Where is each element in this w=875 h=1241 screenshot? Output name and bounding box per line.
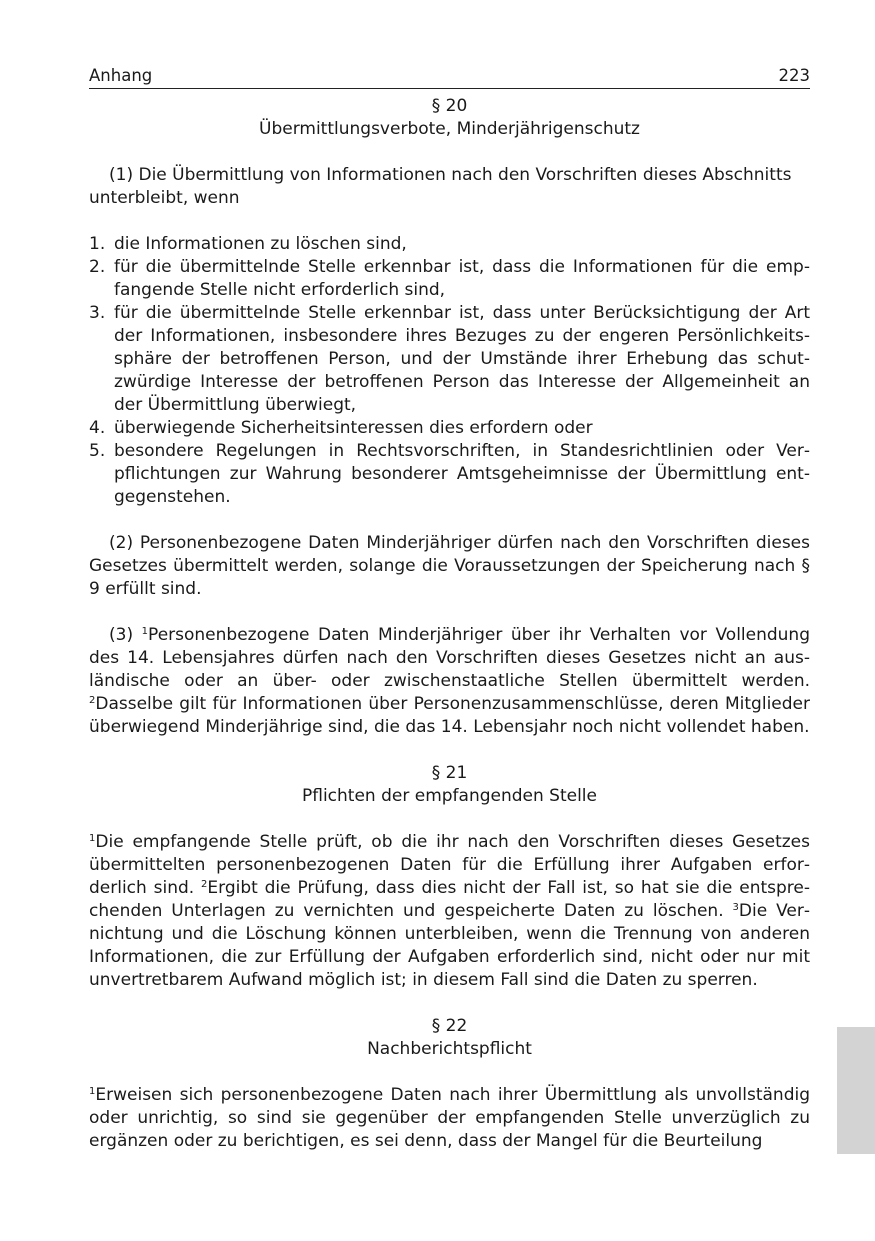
section-20-list [89,233,810,509]
section-20-title: Übermittlungsverbote, Minderjährigenschutz [259,119,640,139]
section-21-title: Pflichten der empfangenden Stelle [301,786,597,806]
list-item: 1. die Informationen zu löschen sind, [89,234,407,254]
section-20-number: § 20 [431,96,468,116]
section-22-title: Nachberichtspflicht [367,1039,532,1059]
list-item: 5. besondere Regelungen in Rechtsvorschriften, in Standesrichtlinien oder Verpflichtungen zur Wahrung besonderer Amtsgeheimnisse der Übermittlung entgegenstehen. [89,441,810,507]
section-22-number: § 22 [431,1016,468,1036]
section-20-paragraph-2: (2) Personenbezogene Daten Minderjähriger dürfen nach den Vorschriften dieses Gesetzes übermittelt werden, solange die Voraussetzungen der Speicherung nach § 9 erfüllt sind. [89,533,810,599]
list-item: 3. für die übermittelnde Stelle erkennbar ist, dass unter Berücksichtigung der Art der Informationen, insbesondere ihres Bezuges zu der engeren Persönlichkeitssphäre der betroffenen Person, und der Umstände ihrer Erhebung das schutzwürdige Interesse der betroffenen Person das Interesse der Allgemeinheit an der Übermittlung überwiegt, [89,303,810,415]
page-number: 223 [778,66,810,85]
list-item: 2. für die übermittelnde Stelle erkennbar ist, dass die Informationen für die empfangende Stelle nicht erforderlich sind, [89,257,810,300]
header-section-title: Anhang [89,66,153,85]
list-item: 4. überwiegende Sicherheitsinteressen dies erfordern oder [89,418,593,438]
section-20-paragraph-1: (1) Die Übermittlung von Informationen nach den Vorschriften dieses Abschnitts unterbleibt, wenn [89,165,792,208]
page-body [89,95,810,1153]
thumb-index-tab [837,1027,875,1154]
running-header [89,66,810,89]
section-20-paragraph-3: (3) $^1$Personenbezogene Daten Minderjähriger über ihr Verhalten vor Vollendung des 14. Lebensjahres dürfen nach den Vorschriften dieses Gesetzes nicht an ausländische oder an über- oder zwischenstaatliche Stellen übermittelt werden. $^2$Dasselbe gilt für Informationen über Personenzusammenschlüsse, deren Mitglieder überwiegend Minderjährige sind, die das 14. Lebensjahr noch nicht vollendet haben. [89,625,810,737]
section-22-paragraph: $^1$Erweisen sich personenbezogene Daten nach ihrer Übermittlung als unvollständig oder unrichtig, so sind sie gegenüber der empfangenden Stelle unverzüglich zu ergänzen oder zu berichtigen, es sei denn, dass der Mangel für die Beurteilung [89,1085,810,1151]
section-21-paragraph: $^1$Die empfangende Stelle prüft, ob die ihr nach den Vorschriften dieses Gesetzes übermittelten personenbezogenen Daten für die Erfüllung ihrer Aufgaben erforderlich sind. $^2$Ergibt die Prüfung, dass dies nicht der Fall ist, so hat sie die entsprechenden Unterlagen zu vernichten und gespeicherte Daten zu löschen. $^3$Die Vernichtung und die Löschung können unterbleiben, wenn die Trennung von anderen Informationen, die zur Erfüllung der Aufgaben erforderlich sind, nicht oder nur mit unvertretbarem Aufwand möglich ist; in diesem Fall sind die Daten zu sperren. [89,832,810,990]
section-21-number: § 21 [431,763,468,783]
